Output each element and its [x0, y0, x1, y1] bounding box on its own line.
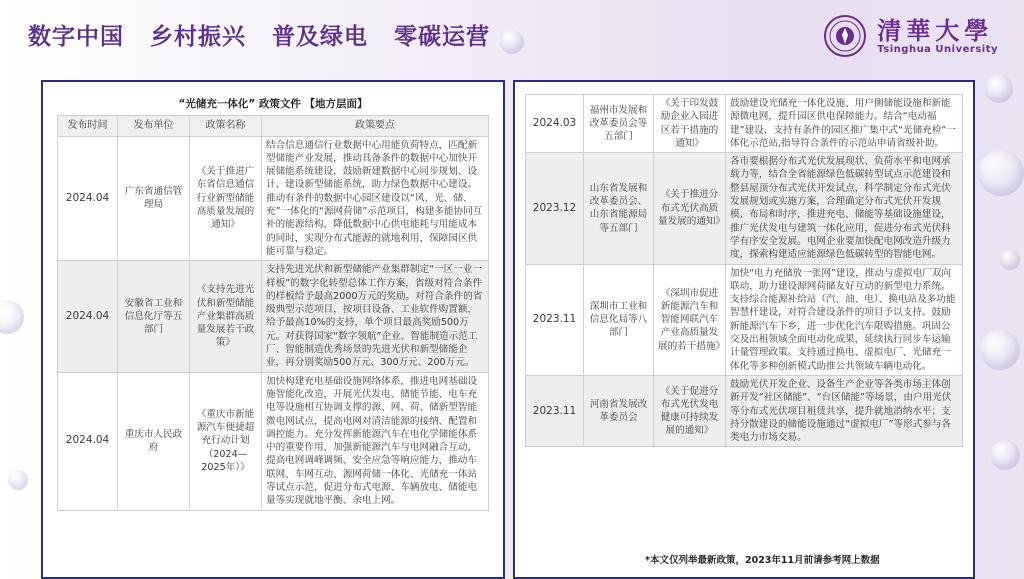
issuing-unit: 福州市发展和改革委员会等五部门: [584, 95, 654, 153]
university-seal-icon: [823, 14, 867, 58]
policy-name: 《重庆市新能源汽车便捷超充行动计划（2024—2025年）》: [190, 372, 262, 510]
policy-name: 《支持先进光伏和新型储能产业集群高质量发展若干政策》: [190, 261, 262, 372]
column-header-date: 发布时间: [58, 116, 118, 136]
column-header-name: 政策名称: [190, 116, 262, 136]
table-row: [526, 153, 963, 264]
table-row: [58, 136, 489, 261]
header-tags: [28, 18, 490, 51]
policy-name: 《关于推进分布式光伏高质量发展的通知》: [654, 153, 726, 264]
logo-chinese-name: 清華大學: [877, 15, 994, 45]
issuing-unit: 山东省发展和改革委员会、山东省能源局等五部门: [584, 153, 654, 264]
decorative-bubble: [1000, 250, 1020, 270]
release-date: 2023.11: [526, 264, 584, 375]
header-tag: 乡村振兴: [150, 24, 246, 50]
issuing-unit: 广东省通信管理局: [118, 136, 190, 261]
column-header-unit: 发布单位: [118, 116, 190, 136]
header-tag: 数字中国: [28, 24, 124, 50]
decorative-bubble: [500, 30, 524, 54]
policy-points: 加快构建充电基础设施网络体系，推进电网基础设施智能化改造，开展光伏发电、储能节能、电车充电等设施相互协调支撑的源、网、荷、储新型智能微电网试点，提高电网对清洁能源的接纳、配置和调控能力。充分发挥新能源汽车在电化学储能体系中的重要作用，加强新能源汽车与电网融合互动，提高电网调峰调频、安全应急等响应能力，推动车联网、车网互动、源网荷储一体化、光储充一体站等试点示范，促进分布式电源、车辆放电、储能电量等实现就地平衡、余电上网。: [262, 372, 489, 510]
table-row: [58, 372, 489, 510]
issuing-unit: 河南省发展改革委员会: [584, 375, 654, 446]
table-row: [526, 264, 963, 375]
issuing-unit: 重庆市人民政府: [118, 372, 190, 510]
issuing-unit: 安徽省工业和信息化厅等五部门: [118, 261, 190, 372]
decorative-bubble: [8, 470, 28, 490]
policy-points: 鼓励光伏开发企业、设备生产企业等各类市场主体创新开发“社区储能”、“台区储能”等场景，由户用光伏等分布式光伏项目租赁共享，提升就地消纳水平；支持分散建设的储能设施通过“虚拟电厂”等形式参与各类电力市场交易。: [726, 375, 963, 446]
right-policy-table: [525, 94, 963, 447]
table-row: [58, 261, 489, 372]
header-tag: 普及绿电: [272, 24, 368, 50]
policy-points: 加快“电力充储放一张网”建设，推动与虚拟电厂双向联动，助力建设源网荷储友好互动的新型电力系统。支持综合能源补给站（汽、油、电）、换电站及多功能智慧杆建设，对符合建设条件的项目予以支持。鼓励新能源汽车下乡，进一步优化汽车限购措施。巩固公交及出租领域全面电动化成果，延续执行同步车运输计量管理政策。支持通过换电、虚拟电厂、光储充一体化等多种创新模式助推公共领域车辆电动化。: [726, 264, 963, 375]
policy-points: 支持先进光伏和新型储能产业集群制定“一区一业一样板”的数字化转型总体工作方案，省级对符合条件的样板给予最高2000万元的奖励。对符合条件的省级典型示范项目，按项目设备、工业软件购置额，给予最高10%的支持，单个项目最高奖励500万元。对获得国家“数字领航”企业、智能制造示范工厂、智能制造优秀场景的先进光伏和新型储能企业，再分别奖励500万元、300万元、200万元。: [262, 261, 489, 372]
header-tag: 零碳运营: [394, 24, 490, 50]
release-date: 2024.04: [58, 372, 118, 510]
decorative-bubble: [0, 300, 24, 334]
policy-points: 结合信息通信行业数据中心用能负荷特点，匹配新型储能产业发展，推动具备条件的数据中心加快开展储能系统建设，鼓励新建数据中心同步规划、设计、建设新型储能系统，助力绿色数据中心建设。推动有条件的数据中心园区建设以“风、光、储、充”一体化的“源网荷储”示范项目，构建多能协同互补的能源结构，降低数据中心供电能耗与用能成本的同时，实现分布式能源的就地利用，保障园区供能可靠与稳定。: [262, 136, 489, 261]
table-title: “光储充一体化” 政策文件 【地方层面】: [178, 98, 368, 110]
policy-name: 《关于推进广东省信息通信行业新型储能高质量发展的通知》: [190, 136, 262, 261]
left-policy-table: [57, 92, 489, 511]
tsinghua-logo: [823, 14, 998, 58]
release-date: 2024.04: [58, 261, 118, 372]
release-date: 2024.04: [58, 136, 118, 261]
logo-english-name: Tsinghua University: [877, 43, 998, 55]
policy-points: 鼓励建设光储充一体化设施、用户侧储能设施和新能源微电网，提升园区供电保障能力。结合“电动福建”建设，支持有条件的园区推广集中式“光储充检”一体化示范站,指导符合条件的示范站申请省级补助。: [726, 95, 963, 153]
decorative-bubble: [978, 150, 1024, 196]
policy-name: 《关于促进分布式光伏发电健康可持续发展的通知》: [654, 375, 726, 446]
issuing-unit: 深圳市工业和信息化局等八部门: [584, 264, 654, 375]
decorative-bubble: [990, 440, 1020, 470]
decorative-bubble: [980, 330, 1020, 370]
footnote: *本文仅列举最新政策，2023年11月前请参考网上数据: [645, 555, 880, 566]
policy-name: 《关于印发鼓励企业入园进区若干措施的通知》: [654, 95, 726, 153]
decorative-bubble: [985, 75, 1013, 103]
policy-points: 各市要根据分布式光伏发展现状、负荷水平和电网承载力等，结合全省能源绿色低碳转型试点示范建设和整县屋顶分布式光伏开发试点，科学制定分布式光伏发展规划或实施方案，合理确定分布式光伏开发规模、布局和时序，推进充电、储能等基础设施建设，推广光伏发电与建筑一体化应用，促进分布式光伏科学有序安全发展。电网企业要加快配电网改造升级力度，探索构建适应能源绿色低碳转型的智能电网。: [726, 153, 963, 264]
release-date: 2023.12: [526, 153, 584, 264]
table-row: [526, 375, 963, 446]
release-date: 2024.03: [526, 95, 584, 153]
column-header-points: 政策要点: [262, 116, 489, 136]
release-date: 2023.11: [526, 375, 584, 446]
table-row: [526, 95, 963, 153]
right-policy-panel: [513, 80, 975, 579]
policy-name: 《深圳市促进新能源汽车和智能网联汽车产业高质量发展的若干措施》: [654, 264, 726, 375]
left-policy-panel: [41, 80, 505, 579]
